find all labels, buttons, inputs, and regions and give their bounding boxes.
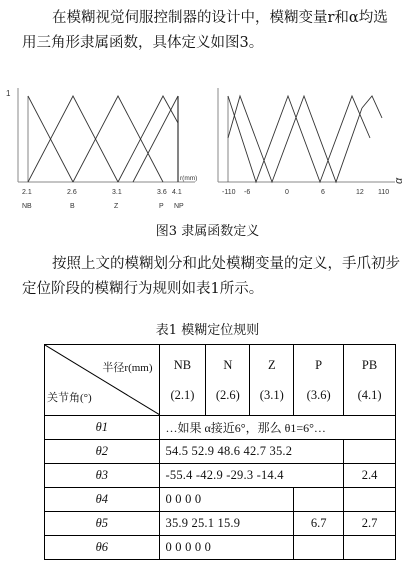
row-label: θ6 <box>45 536 160 560</box>
table-row <box>45 512 396 536</box>
row-label: θ2 <box>45 440 160 464</box>
row-label: θ1 <box>45 416 160 440</box>
row-extra-value: 6.7 <box>294 512 344 536</box>
rule-note: …如果 α接近6°，那么 θ1=6°… <box>159 416 395 440</box>
left-x-tick: 2.1 <box>22 189 32 196</box>
column-header <box>159 345 206 416</box>
left-x-tick: 3.6 <box>157 189 167 196</box>
fuzzy-label: B <box>70 203 75 210</box>
row-last-value <box>344 440 396 464</box>
left-x-tick: 2.6 <box>67 189 77 196</box>
row-values: -55.4 -42.9 -29.3 -14.4 <box>159 464 344 488</box>
membership-figure <box>0 78 415 218</box>
right-x-tick: -6 <box>244 189 251 196</box>
body-paragraph <box>22 252 402 302</box>
right-x-tick: 6 <box>321 189 325 196</box>
row-last-value: 2.7 <box>344 512 396 536</box>
right-x-tick: -110 <box>222 189 236 196</box>
intro-paragraph <box>22 6 402 56</box>
row-label: θ3 <box>45 464 160 488</box>
table-caption: 表1 模糊定位规则 <box>155 323 260 338</box>
column-name: P <box>315 358 323 372</box>
right-x-axis-label: α <box>393 177 405 184</box>
column-header <box>206 345 250 416</box>
table-row <box>45 488 396 512</box>
right-x-tick: 110 <box>378 189 390 196</box>
body-text: 按照上文的模糊划分和此处模糊变量的定义，手爪初步定位阶段的模糊行为规则如表1所示。 <box>22 256 400 297</box>
row-last-value <box>344 536 396 560</box>
column-header <box>294 345 344 416</box>
row-label: θ4 <box>45 488 160 512</box>
row-last-value: 2.4 <box>344 464 396 488</box>
row-label: θ5 <box>45 512 160 536</box>
fuzzy-label: NB <box>22 203 32 210</box>
left-x-axis-label: r(mm) <box>180 175 198 182</box>
right-x-tick: 12 <box>356 189 364 196</box>
fuzzy-label: Z <box>114 203 119 210</box>
left-x-tick: 3.1 <box>112 189 122 196</box>
column-name: Z <box>267 358 276 372</box>
right-membership-plot <box>218 88 405 196</box>
right-x-tick: 0 <box>285 189 289 196</box>
intro-text: 在模糊视觉伺服控制器的设计中，模糊变量r和α均选用三角形隶属函数，具体定义如图3。 <box>22 10 388 51</box>
column-value: (2.6) <box>215 388 240 402</box>
column-value: (4.1) <box>357 388 382 402</box>
row-values: 0 0 0 0 0 <box>159 536 294 560</box>
table-corner-cell <box>45 345 160 416</box>
corner-top-label: 半径r(mm) <box>102 362 153 374</box>
table-row <box>45 440 396 464</box>
column-value: (2.1) <box>170 388 195 402</box>
column-name: PB <box>361 358 378 372</box>
fuzzy-label: NP <box>174 203 184 210</box>
table-row <box>45 464 396 488</box>
left-y-tick: 1 <box>6 89 11 98</box>
row-last-value <box>344 488 396 512</box>
table-row <box>45 416 396 440</box>
row-values: 0 0 0 0 <box>159 488 294 512</box>
row-values: 35.9 25.1 15.9 <box>159 512 294 536</box>
column-header <box>250 345 294 416</box>
column-value: (3.1) <box>259 388 284 402</box>
table-row <box>45 536 396 560</box>
fuzzy-label: P <box>159 203 164 210</box>
figure-caption: 图3 隶属函数定义 <box>155 224 260 239</box>
column-value: (3.6) <box>306 388 331 402</box>
left-membership-plot <box>6 88 197 210</box>
empty-cell <box>294 488 344 512</box>
row-values: 54.5 52.9 48.6 42.7 35.2 <box>159 440 344 464</box>
empty-cell <box>294 536 344 560</box>
column-name: NB <box>173 358 192 372</box>
rules-table <box>44 344 396 560</box>
column-name: N <box>223 358 233 372</box>
left-x-tick: 4.1 <box>172 189 182 196</box>
column-header <box>344 345 396 416</box>
table-header-row <box>45 345 396 416</box>
corner-bottom-label: 关节角(°) <box>47 392 92 404</box>
